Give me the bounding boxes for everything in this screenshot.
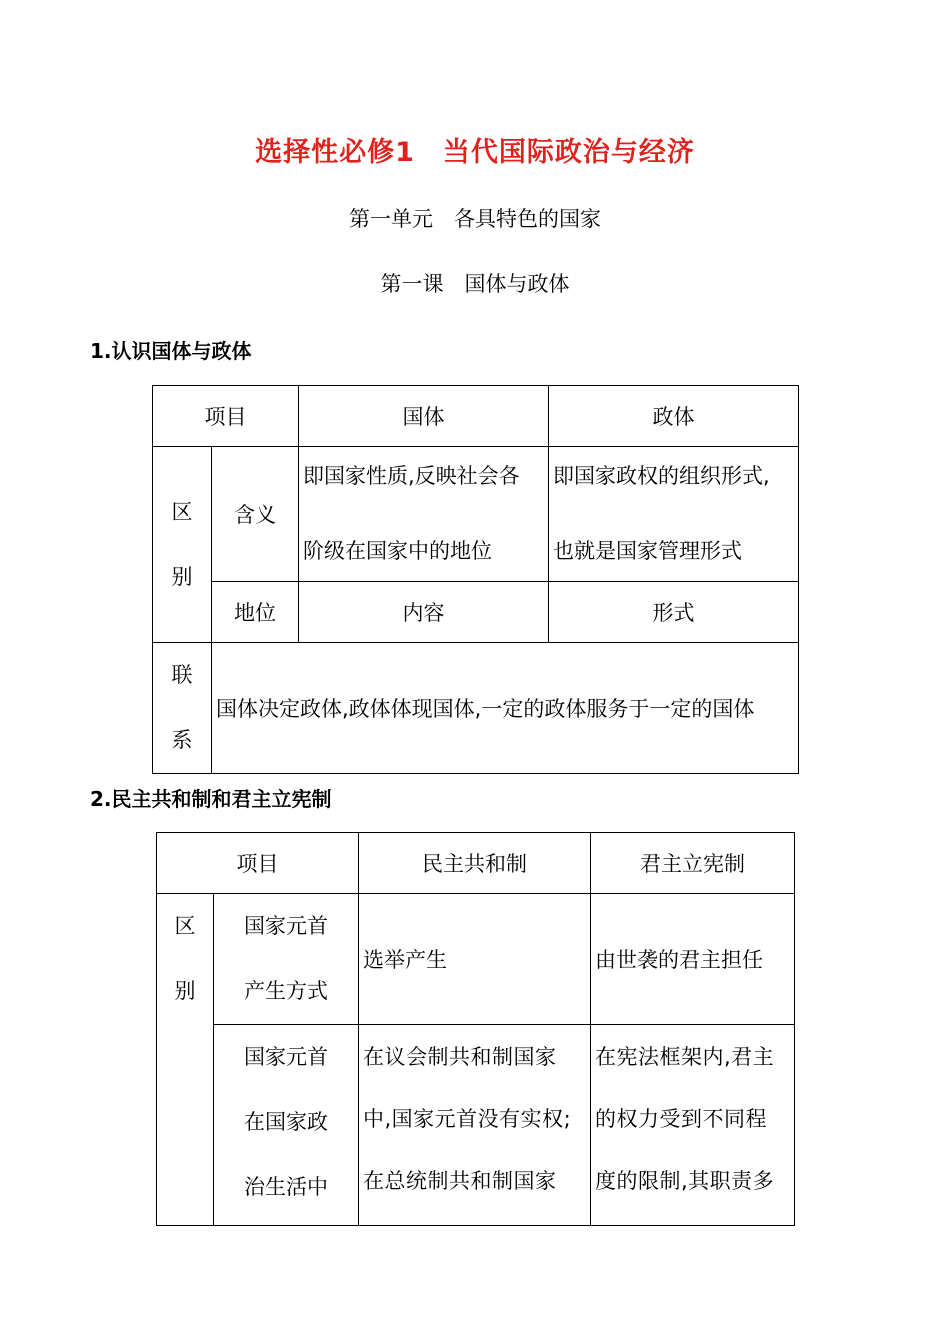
text-line: 中,国家元首没有实权; [363, 1107, 572, 1131]
text-line: 度的限制,其职责多 [595, 1169, 775, 1193]
table-row-status [153, 582, 799, 643]
text-line: 的权力受到不同程 [595, 1107, 767, 1131]
text-line: 即国家政权的组织形式, [553, 464, 770, 488]
table-row-link [153, 643, 799, 774]
cell-zhengti-meaning [549, 447, 799, 582]
cell-link-text: 国体决定政体,政体体现国体,一定的政体服务于一定的国体 [212, 643, 799, 774]
group-label-difference [157, 894, 214, 1226]
row-label-selection [214, 894, 359, 1025]
republic-monarchy-table [156, 832, 795, 1226]
header-monarchy: 君主立宪制 [591, 833, 795, 894]
group-label-char-2: 别 [171, 564, 193, 589]
group-label-char-2: 别 [174, 979, 196, 1003]
unit-title: 第一单元 各具特色的国家 [349, 207, 601, 231]
text-line: 产生方式 [244, 979, 328, 1003]
section2-heading: 2.民主共和制和君主立宪制 [90, 787, 332, 811]
row-label-role [214, 1025, 359, 1226]
cell-guoti-meaning [299, 447, 549, 582]
cell-monarchy-selection: 由世袭的君主担任 [591, 894, 795, 1025]
text-line: 治生活中 [244, 1175, 328, 1199]
table-row-head-of-state-role [157, 1025, 795, 1226]
table-row-head-of-state-selection [157, 894, 795, 1025]
header-item: 项目 [157, 833, 359, 894]
text-line: 国家元首 [244, 1045, 328, 1069]
text-line: 在宪法框架内,君主 [595, 1045, 775, 1069]
header-republic: 民主共和制 [359, 833, 591, 894]
cell-zhengti-status: 形式 [549, 582, 799, 643]
section1-heading: 1.认识国体与政体 [90, 339, 252, 363]
text-line: 在国家政 [244, 1110, 328, 1134]
header-zhengti: 政体 [549, 386, 799, 447]
text-line: 在议会制共和制国家 [363, 1045, 557, 1069]
lesson-title: 第一课 国体与政体 [380, 272, 570, 296]
table-header-row [153, 386, 799, 447]
link-label-char-2: 系 [171, 728, 193, 752]
row-label-link [153, 643, 212, 774]
group-label-char-1: 区 [171, 499, 193, 524]
header-item: 项目 [153, 386, 299, 447]
cell-monarchy-role [591, 1025, 795, 1226]
cell-guoti-status: 内容 [299, 582, 549, 643]
group-label-difference [153, 447, 212, 643]
table-row-meaning [153, 447, 799, 582]
guoti-zhengti-table [152, 385, 799, 774]
link-label-char-1: 联 [171, 663, 193, 687]
row-label-meaning: 含义 [212, 447, 299, 582]
header-guoti: 国体 [299, 386, 549, 447]
text-line: 也就是国家管理形式 [553, 539, 742, 563]
text-line: 阶级在国家中的地位 [303, 539, 492, 563]
text-line: 在总统制共和制国家 [363, 1169, 557, 1193]
text-line: 即国家性质,反映社会各 [303, 464, 520, 488]
text-line: 国家元首 [244, 914, 328, 938]
cell-republic-role [359, 1025, 591, 1226]
group-label-char-1: 区 [174, 914, 196, 938]
row-label-status: 地位 [212, 582, 299, 643]
table-header-row [157, 833, 795, 894]
document-title: 选择性必修1 当代国际政治与经济 [255, 137, 695, 168]
cell-republic-selection: 选举产生 [359, 894, 591, 1025]
